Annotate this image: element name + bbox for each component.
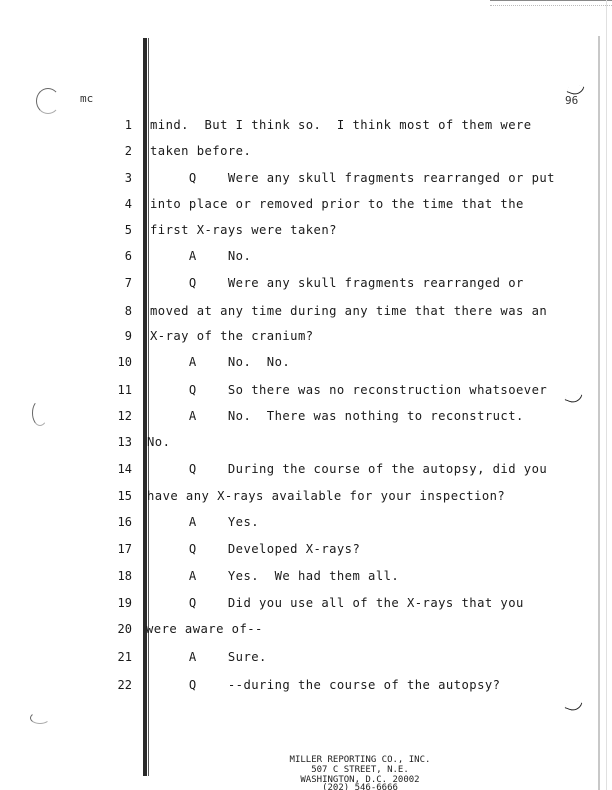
- punch-hole-mark: [30, 712, 50, 724]
- line-number: 3: [124, 171, 132, 185]
- line-number: 19: [117, 596, 132, 610]
- left-margin-rule: [143, 38, 147, 776]
- line-number: 14: [117, 462, 132, 476]
- footer-city: WASHINGTON, D.C. 20002: [300, 775, 420, 785]
- line-text: moved at any time during any time that there was an: [150, 304, 548, 318]
- line-text: into place or removed prior to the time that the: [150, 197, 524, 211]
- line-number: 20: [117, 622, 132, 636]
- line-number: 21: [117, 650, 132, 664]
- left-margin-rule-inner: [148, 38, 149, 776]
- line-number: 2: [124, 144, 132, 158]
- line-text: Q During the course of the autopsy, did you: [150, 462, 548, 476]
- punch-hole-mark: [32, 400, 48, 426]
- line-text: mind. But I think so. I think most of them were: [150, 118, 532, 132]
- page-number: 96: [565, 94, 579, 107]
- line-text: Q Were any skull fragments rearranged or put: [150, 171, 555, 185]
- footer-phone: (202) 546-6666: [322, 783, 398, 790]
- line-number: 15: [117, 489, 132, 503]
- line-number: 17: [117, 542, 132, 556]
- line-number: 22: [117, 678, 132, 692]
- page-top-edge: [490, 0, 612, 6]
- line-text: were aware of--: [146, 622, 263, 636]
- line-number: 5: [124, 223, 132, 237]
- page-right-edge-shadow: [606, 0, 607, 790]
- line-text: Q Did you use all of the X-rays that you: [150, 596, 524, 610]
- footer-company: MILLER REPORTING CO., INC.: [289, 755, 431, 765]
- check-mark-icon: [565, 390, 583, 405]
- line-text: have any X-rays available for your inspection?: [147, 489, 506, 503]
- line-text: taken before.: [150, 144, 252, 158]
- line-number: 13: [117, 435, 132, 449]
- line-text: A Yes. We had them all.: [150, 569, 400, 583]
- line-number: 7: [124, 276, 132, 290]
- line-number: 16: [117, 515, 132, 529]
- line-text: Q Were any skull fragments rearranged or: [150, 276, 524, 290]
- line-number: 6: [124, 249, 132, 263]
- line-text: A No.: [150, 249, 252, 263]
- reporter-initials: mc: [80, 92, 94, 105]
- line-number: 10: [117, 355, 132, 369]
- footer-street: 507 C STREET, N.E.: [311, 765, 409, 775]
- line-number: 12: [117, 409, 132, 423]
- page-right-edge: [598, 36, 600, 790]
- line-text: A No. There was nothing to reconstruct.: [150, 409, 524, 423]
- punch-hole-mark: [36, 88, 60, 114]
- line-number: 9: [124, 329, 132, 343]
- line-text: X-ray of the cranium?: [150, 329, 314, 343]
- line-text: Q Developed X-rays?: [150, 542, 361, 556]
- line-text: Q --during the course of the autopsy?: [150, 678, 501, 692]
- line-text: No.: [147, 435, 171, 449]
- line-number: 18: [117, 569, 132, 583]
- line-number: 4: [124, 197, 132, 211]
- line-text: A Sure.: [150, 650, 267, 664]
- line-text: Q So there was no reconstruction whatsoever: [150, 383, 548, 397]
- check-mark-icon: [565, 698, 583, 713]
- line-number: 11: [117, 383, 132, 397]
- line-text: A No. No.: [150, 355, 291, 369]
- line-text: first X-rays were taken?: [150, 223, 337, 237]
- line-number: 8: [124, 304, 132, 318]
- line-text: A Yes.: [150, 515, 260, 529]
- line-number: 1: [124, 118, 132, 132]
